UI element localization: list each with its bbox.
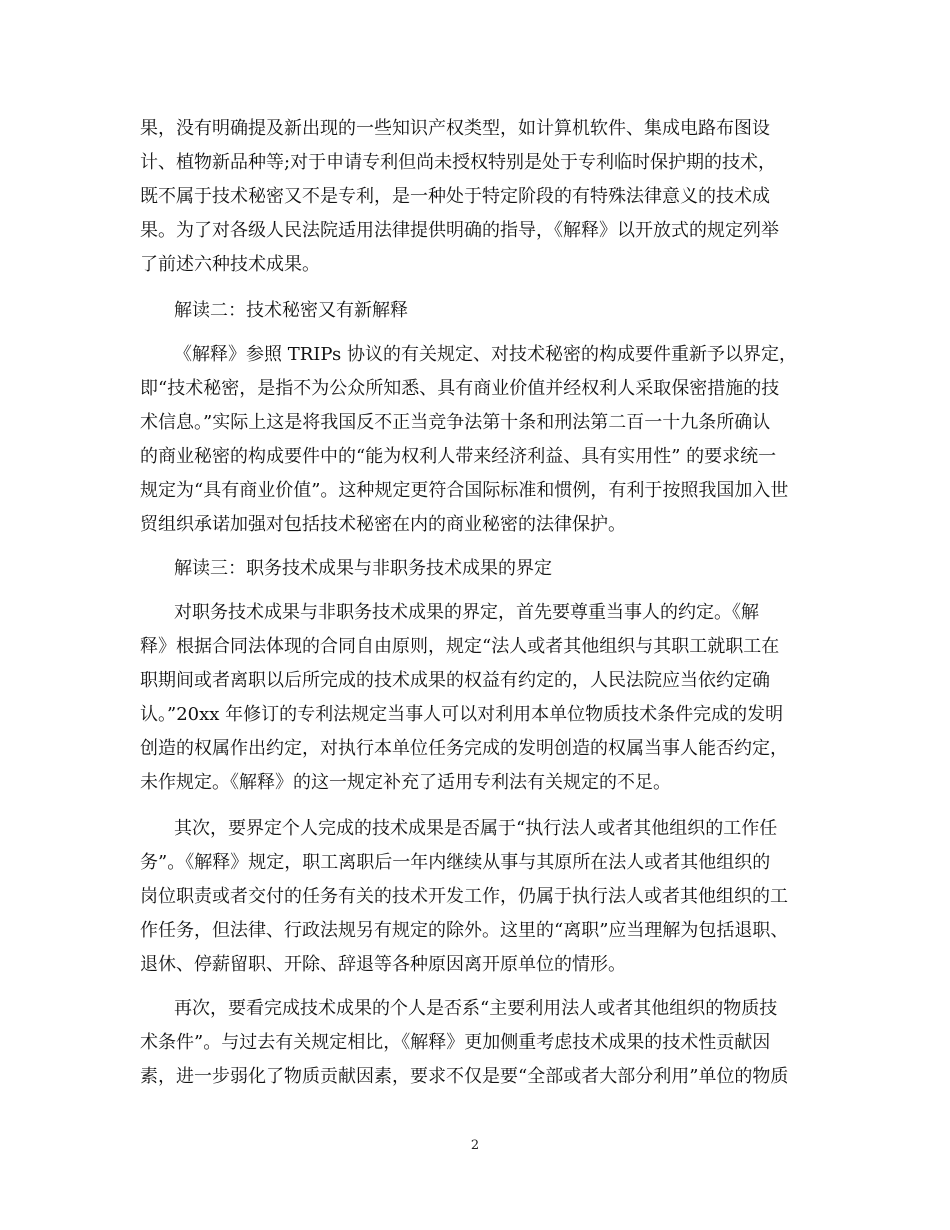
- text-line: 其次，要界定个人完成的技术成果是否属于“执行法人或者其他组织的工作任: [174, 818, 778, 839]
- text-line: 规定为“具有商业价值”。这种规定更符合国际标准和惯例，有利于按照我国加入世: [140, 480, 789, 501]
- text-line: 《解释》参照 TRIPs 协议的有关规定、对技术秘密的构成要件重新予以界定，: [174, 344, 797, 365]
- text-line: 果，没有明确提及新出现的一些知识产权类型，如计算机软件、集成电路布图设: [140, 118, 770, 139]
- text-line: 岗位职责或者交付的任务有关的技术开发工作，仍属于执行法人或者其他组织的工: [140, 886, 788, 907]
- text-line: 了前述六种技术成果。: [140, 254, 320, 275]
- text-line: 素，进一步弱化了物质贡献因素，要求不仅是要“全部或者大部分利用”单位的物质: [140, 1066, 789, 1087]
- text-line: 的商业秘密的构成要件中的“能为权利人带来经济利益、具有实用性” 的要求统一: [140, 446, 777, 467]
- text-line: 术条件”。与过去有关规定相比，《解释》更加侧重考虑技术成果的技术性贡献因: [140, 1032, 771, 1053]
- text-line: 果。为了对各级人民法院适用法律提供明确的指导，《解释》以开放式的规定列举: [140, 220, 779, 241]
- text-line: 未作规定。《解释》的这一规定补充了适用专利法有关规定的不足。: [140, 772, 671, 793]
- text-line: 认。”20xx 年修订的专利法规定当事人可以对利用本单位物质技术条件完成的发明: [140, 704, 784, 725]
- text-line: 务”。《解释》规定，职工离职后一年内继续从事与其原所在法人或者其他组织的: [140, 852, 771, 873]
- text-line: 即“技术秘密，是指不为公众所知悉、具有商业价值并经权利人采取保密措施的技: [140, 378, 780, 399]
- section-heading: 解读二：技术秘密又有新解释: [174, 300, 408, 321]
- text-line: 贸组织承诺加强对包括技术秘密在内的商业秘密的法律保护。: [140, 514, 626, 535]
- section-heading: 解读三：职务技术成果与非职务技术成果的界定: [174, 558, 552, 579]
- text-line: 计、植物新品种等;对于申请专利但尚未授权特别是处于专利临时保护期的技术，: [140, 152, 777, 173]
- text-line: 退休、停薪留职、开除、辞退等各种原因离开原单位的情形。: [140, 954, 626, 975]
- text-line: 既不属于技术秘密又不是专利，是一种处于特定阶段的有特殊法律意义的技术成: [140, 186, 770, 207]
- text-line: 再次，要看完成技术成果的个人是否系“主要利用法人或者其他组织的物质技: [174, 998, 778, 1019]
- text-line: 对职务技术成果与非职务技术成果的界定，首先要尊重当事人的约定。《解: [174, 602, 759, 623]
- text-line: 术信息。”实际上这是将我国反不正当竞争法第十条和刑法第二百一十九条所确认: [140, 412, 771, 433]
- text-line: 作任务，但法律、行政法规另有规定的除外。这里的“离职”应当理解为包括退职、: [140, 920, 789, 941]
- text-line: 创造的权属作出约定，对执行本单位任务完成的发明创造的权属当事人能否约定，: [140, 738, 788, 759]
- page-number: 2: [470, 1138, 480, 1153]
- text-line: 释》根据合同法体现的合同自由原则，规定“法人或者其他组织与其职工就职工在: [140, 636, 780, 657]
- text-line: 职期间或者离职以后所完成的技术成果的权益有约定的，人民法院应当依约定确: [140, 670, 770, 691]
